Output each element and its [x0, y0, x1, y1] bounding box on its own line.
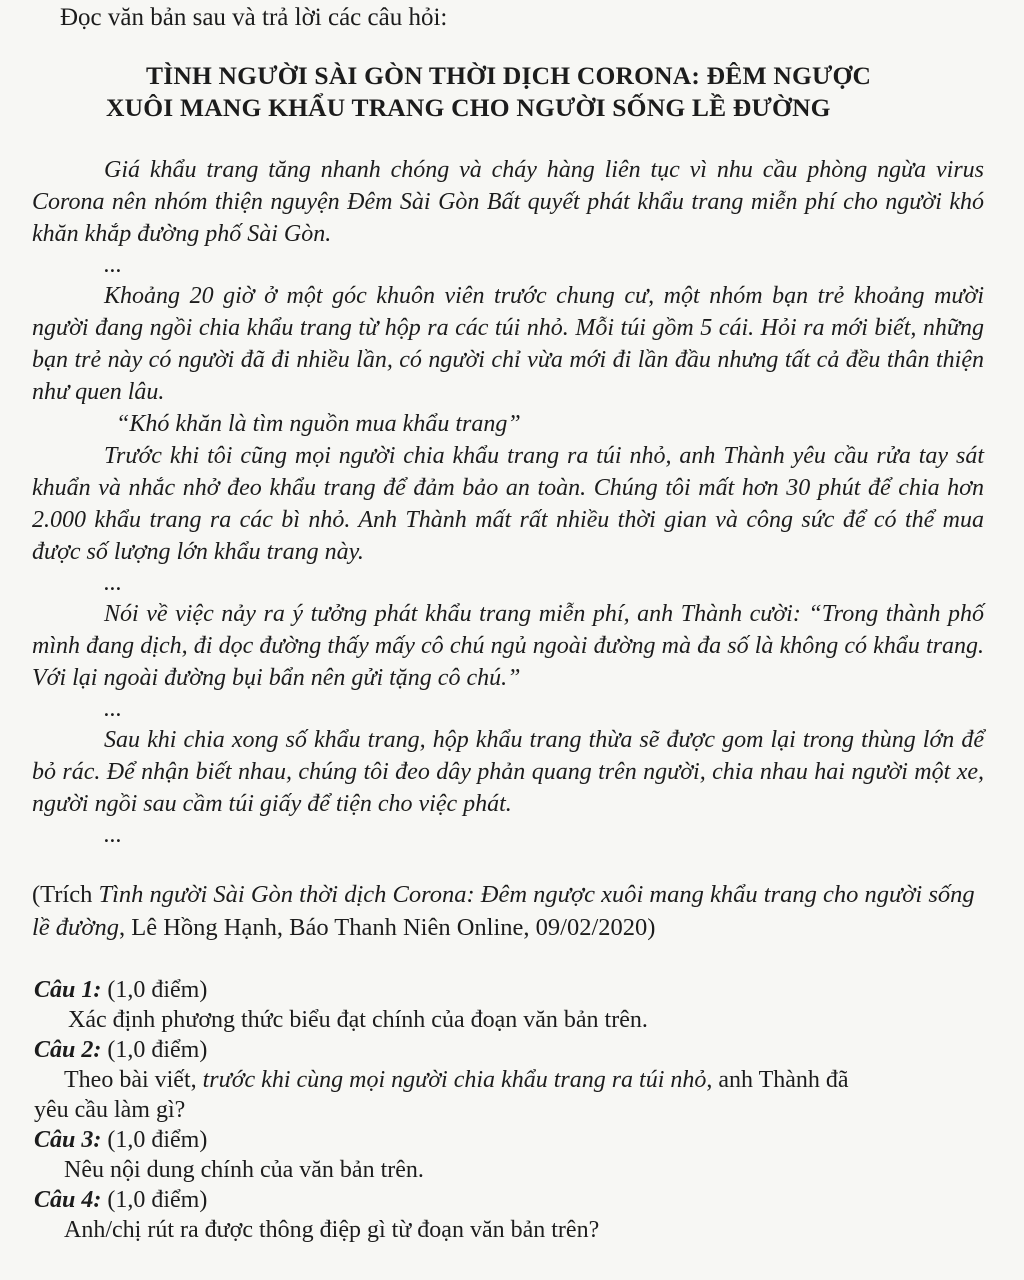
paragraph-1: Giá khẩu trang tăng nhanh chóng và cháy hàng liên tục vì nhu cầu phòng ngừa virus Corona nên nhóm thiện nguyện Đêm Sài Gòn Bất quyết phát khẩu trang miễn phí cho người khó khăn khắp đường phố Sài Gòn. [32, 157, 984, 247]
source-citation [32, 878, 984, 944]
paragraph-4: Nói về việc nảy ra ý tưởng phát khẩu trang miễn phí, anh Thành cười: “Trong thành phố mình đang dịch, đi dọc đường thấy mấy cô chú ngủ ngoài đường mà đa số là không có khẩu trang. Với lại ngoài đường bụi bẩn nên gửi tặng cô chú.” [32, 601, 984, 691]
ellipsis: ... [104, 822, 122, 848]
source-prefix: (Trích [32, 881, 99, 908]
paragraph-3: Trước khi tôi cũng mọi người chia khẩu trang ra túi nhỏ, anh Thành yêu cầu rửa tay sát khuẩn và nhắc nhở đeo khẩu trang để đảm bảo an toàn. Chúng tôi mất hơn 30 phút để chia hơn 2.000 khẩu trang ra các bì nhỏ. Anh Thành mất rất nhiều thời gian và công sức để có thể mua được số lượng lớn khẩu trang này. [32, 443, 984, 565]
question-text: Anh/chị rút ra được thông điệp gì từ đoạn văn bản trên? [64, 1217, 600, 1243]
subheading: “Khó khăn là tìm nguồn mua khẩu trang” [116, 411, 521, 437]
question-text: Xác định phương thức biểu đạt chính của đoạn văn bản trên. [68, 1007, 648, 1033]
ellipsis: ... [104, 696, 122, 722]
question-header [34, 1035, 984, 1065]
questions [34, 975, 984, 1245]
question-points: (1,0 điểm) [101, 977, 208, 1003]
ellipsis: ... [104, 252, 122, 278]
question-points: (1,0 điểm) [101, 1127, 208, 1153]
question-label: Câu 4: [34, 1187, 102, 1213]
question-text-prefix: Theo bài viết, [64, 1067, 203, 1093]
article-title [0, 60, 1024, 124]
question-text-italic: trước khi cùng mọi người chia khẩu trang ra túi nhỏ [202, 1067, 707, 1093]
question-text [34, 1065, 984, 1095]
question-points: (1,0 điểm) [101, 1037, 208, 1063]
title-line-2: XUÔI MANG KHẨU TRANG CHO NGƯỜI SỐNG LỀ ĐƯỜNG [106, 93, 831, 122]
source-title: Tình người Sài Gòn thời dịch Corona: Đêm ngược xuôi mang khẩu trang cho người sống lề đường [32, 881, 975, 941]
ellipsis: ... [104, 570, 122, 596]
instruction: Đọc văn bản sau và trả lời các câu hỏi: [60, 4, 448, 31]
question-label: Câu 2: [34, 1037, 102, 1063]
question-text: Nêu nội dung chính của văn bản trên. [64, 1157, 424, 1183]
question-header [34, 1185, 984, 1215]
question-text-continued: yêu cầu làm gì? [34, 1097, 186, 1123]
title-line-1: TÌNH NGƯỜI SÀI GÒN THỜI DỊCH CORONA: ĐÊM NGƯỢC [146, 61, 872, 90]
paragraph-5: Sau khi chia xong số khẩu trang, hộp khẩu trang thừa sẽ được gom lại trong thùng lớn để bỏ rác. Để nhận biết nhau, chúng tôi đeo dây phản quang trên người, chia nhau hai người một xe, người ngồi sau cầm túi giấy để tiện cho việc phát. [32, 727, 984, 817]
question-header [34, 975, 984, 1005]
source-suffix: , Lê Hồng Hạnh, Báo Thanh Niên Online, 09/02/2020) [119, 914, 656, 941]
question-label: Câu 1: [34, 977, 102, 1003]
question-text-suffix: , anh Thành đã [706, 1067, 849, 1093]
paragraph-2: Khoảng 20 giờ ở một góc khuôn viên trước chung cư, một nhóm bạn trẻ khoảng mười người đang ngồi chia khẩu trang từ hộp ra các túi nhỏ. Mỗi túi gồm 5 cái. Hỏi ra mới biết, những bạn trẻ này có người đã đi nhiều lần, có người chỉ vừa mới đi lần đầu nhưng tất cả đều thân thiện như quen lâu. [32, 283, 984, 405]
question-points: (1,0 điểm) [101, 1187, 208, 1213]
passage [32, 154, 984, 850]
question-label: Câu 3: [34, 1127, 102, 1153]
question-header [34, 1125, 984, 1155]
